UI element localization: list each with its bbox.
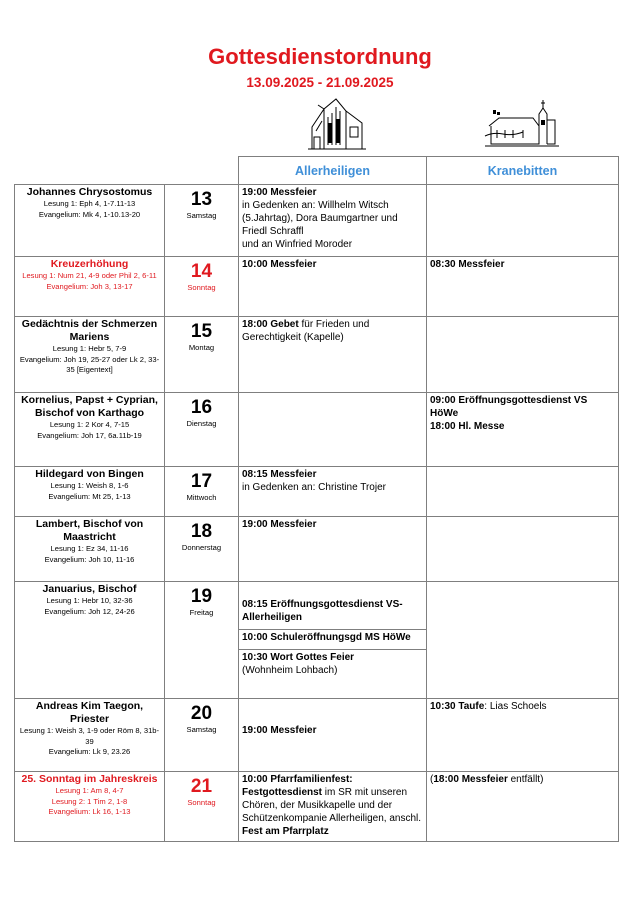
day-cell: [165, 582, 239, 699]
table-row: [15, 185, 619, 257]
day-cell: [165, 393, 239, 467]
event-title: Festgottesdienst: [242, 787, 323, 798]
feast-cell: [15, 517, 165, 582]
service-schedule-table: [14, 156, 619, 842]
feast-name: Januarius, Bischof: [42, 583, 137, 595]
reading-line: Evangelium: Joh 17, 6a.11b-19: [37, 430, 142, 440]
kranebitten-event-cell: [427, 772, 619, 842]
day-cell: [165, 317, 239, 393]
weekday-name: Freitag: [189, 608, 214, 617]
day-number: 20: [190, 703, 213, 724]
feast-name: Lambert, Bischof von Maastricht: [35, 518, 144, 543]
reading-line: Lesung 1: Hebr 10, 32-36: [46, 596, 133, 605]
allerheiligen-event-cell: [239, 582, 427, 699]
day-number: 17: [190, 471, 213, 492]
column-header-allerheiligen: Allerheiligen: [239, 157, 427, 185]
kranebitten-event-cell: [427, 393, 619, 467]
church-kranebitten-icon: [483, 96, 561, 150]
weekday-name: Samstag: [186, 725, 217, 734]
weekday-name: Montag: [188, 343, 215, 352]
feast-name: 25. Sonntag im Jahreskreis: [21, 773, 158, 785]
day-number: 19: [190, 586, 213, 607]
event-time: 18:00 Hl. Messe: [430, 421, 505, 432]
weekday-name: Donnerstag: [181, 543, 222, 552]
column-header-kranebitten: Kranebitten: [427, 157, 619, 185]
feast-cell: [15, 699, 165, 772]
feast-cell: [15, 393, 165, 467]
event-time: 10:00 Schuleröffnungsgd MS HöWe: [242, 632, 411, 643]
reading-line: Lesung 1: Am 8, 4-7: [55, 786, 124, 795]
kranebitten-event-cell: [427, 257, 619, 317]
event-title: Fest am Pfarrplatz: [242, 826, 329, 837]
weekday-name: Dienstag: [186, 419, 217, 428]
header-blank-cell: [15, 157, 239, 185]
event-time: 08:30 Messfeier: [430, 259, 505, 270]
event-note: in Gedenken an: Christine Trojer: [242, 482, 386, 493]
feast-cell: [15, 185, 165, 257]
event-note: (Wohnheim Lohbach): [242, 665, 338, 676]
allerheiligen-event-cell: [239, 393, 427, 467]
feast-name: Kornelius, Papst + Cyprian, Bischof von Karthago: [21, 394, 158, 419]
day-cell: [165, 467, 239, 517]
reading-line: Lesung 1: Hebr 5, 7-9: [52, 344, 127, 353]
reading-line: Evangelium: Lk 9, 23.26: [48, 747, 131, 756]
day-number: 18: [190, 521, 213, 542]
table-header-row: [15, 157, 619, 185]
feast-name: Andreas Kim Taegon, Priester: [35, 700, 144, 725]
reading-line: Evangelium: Joh 3, 13-17: [46, 281, 133, 291]
event-detail: im SR mit unseren Chören, der Musikkapelle und der Schützenkompanie Allerheiligen, anschl.: [242, 787, 421, 824]
feast-name: Hildegard von Bingen: [35, 468, 144, 480]
day-cell: [165, 185, 239, 257]
kranebitten-event-cell: [427, 699, 619, 772]
table-row: [15, 699, 619, 772]
feast-name: Gedächtnis der Schmerzen Mariens: [21, 318, 158, 343]
event-time: 19:00 Messfeier: [242, 725, 317, 736]
allerheiligen-event-cell: [239, 772, 427, 842]
reading-line: Evangelium: Joh 10, 11-16: [44, 554, 135, 564]
feast-cell: [15, 467, 165, 517]
event-time: 10:30 Taufe: [430, 701, 485, 712]
event-entry: [239, 582, 426, 630]
event-time: 19:00 Messfeier: [242, 519, 317, 530]
allerheiligen-event-cell: [239, 257, 427, 317]
reading-line: Evangelium: Joh 19, 25-27 oder Lk 2, 33-35 [Eigentext]: [19, 354, 160, 374]
event-detail: für Frieden und Gerechtigkeit (Kapelle): [242, 319, 370, 343]
table-row: [15, 257, 619, 317]
feast-cell: [15, 317, 165, 393]
event-time: 09:00 Eröffnungsgottesdienst VS HöWe: [430, 395, 588, 419]
day-number: 13: [190, 189, 213, 210]
event-time: 19:00 Messfeier: [242, 187, 317, 198]
day-cell: [165, 699, 239, 772]
reading-line: Lesung 1: Eph 4, 1-7.11-13: [43, 199, 136, 208]
event-time: 10:00 Messfeier: [242, 259, 317, 270]
reading-line: Lesung 2: 1 Tim 2, 1-8: [51, 796, 128, 806]
feast-name: Johannes Chrysostomus: [26, 186, 153, 198]
allerheiligen-event-cell: [239, 317, 427, 393]
day-number: 16: [190, 397, 213, 418]
reading-line: Evangelium: Mk 4, 1-10.13-20: [38, 209, 141, 219]
weekday-name: Sonntag: [187, 283, 216, 292]
allerheiligen-event-cell: [239, 185, 427, 257]
event-time: 18:00 Messfeier: [433, 774, 508, 785]
weekday-name: Samstag: [186, 211, 217, 220]
day-cell: [165, 517, 239, 582]
event-time: 10:00 Pfarrfamilienfest:: [242, 774, 353, 785]
event-detail: (: [430, 774, 434, 785]
day-number: 14: [190, 261, 213, 282]
table-row: [15, 467, 619, 517]
reading-line: Evangelium: Lk 16, 1-13: [48, 807, 131, 816]
event-detail: entfällt): [507, 774, 544, 785]
day-cell: [165, 257, 239, 317]
reading-line: Evangelium: Joh 12, 24-26: [44, 606, 135, 616]
allerheiligen-event-cell: [239, 467, 427, 517]
event-entry: [239, 630, 426, 650]
weekday-name: Sonntag: [187, 798, 216, 807]
kranebitten-event-cell: [427, 467, 619, 517]
event-time: 08:15 Eröffnungsgottesdienst VS-Allerheiligen: [242, 599, 403, 623]
allerheiligen-event-cell: [239, 517, 427, 582]
event-detail: : Lias Schoels: [484, 701, 547, 712]
reading-line: Lesung 1: 2 Kor 4, 7-15: [49, 420, 130, 429]
feast-name: Kreuzerhöhung: [50, 258, 129, 270]
feast-cell: [15, 582, 165, 699]
kranebitten-event-cell: [427, 317, 619, 393]
feast-cell: [15, 257, 165, 317]
reading-line: Lesung 1: Num 21, 4-9 oder Phil 2, 6-11: [22, 271, 157, 280]
event-time: 18:00 Gebet: [242, 319, 299, 330]
table-row: [15, 317, 619, 393]
event-entry: [239, 650, 426, 682]
day-cell: [165, 772, 239, 842]
day-number: 21: [190, 776, 213, 797]
table-row: [15, 582, 619, 699]
kranebitten-event-cell: [427, 517, 619, 582]
table-row: [15, 517, 619, 582]
reading-line: Lesung 1: Weish 8, 1-6: [50, 481, 129, 490]
weekday-name: Mittwoch: [186, 493, 217, 502]
event-note: in Gedenken an: Willhelm Witsch (5.Jahrtag), Dora Baumgartner und Friedl Schraffl: [242, 200, 398, 237]
kranebitten-event-cell: [427, 185, 619, 257]
event-note: und an Winfried Moroder: [242, 239, 353, 250]
table-row: [15, 772, 619, 842]
reading-line: Lesung 1: Ez 34, 11-16: [50, 544, 129, 553]
page-title: Gottesdienstordnung: [208, 44, 432, 69]
reading-line: Evangelium: Mt 25, 1-13: [48, 491, 131, 501]
reading-line: Lesung 1: Weish 3, 1-9 oder Röm 8, 31b-39: [19, 726, 160, 746]
event-time: 08:15 Messfeier: [242, 469, 317, 480]
date-range: 13.09.2025 - 21.09.2025: [246, 75, 394, 90]
day-number: 15: [190, 321, 213, 342]
allerheiligen-event-cell: [239, 699, 427, 772]
feast-cell: [15, 772, 165, 842]
kranebitten-event-cell: [427, 582, 619, 699]
table-row: [15, 393, 619, 467]
event-time: 10:30 Wort Gottes Feier: [242, 652, 355, 663]
church-allerheiligen-icon: [306, 97, 368, 151]
